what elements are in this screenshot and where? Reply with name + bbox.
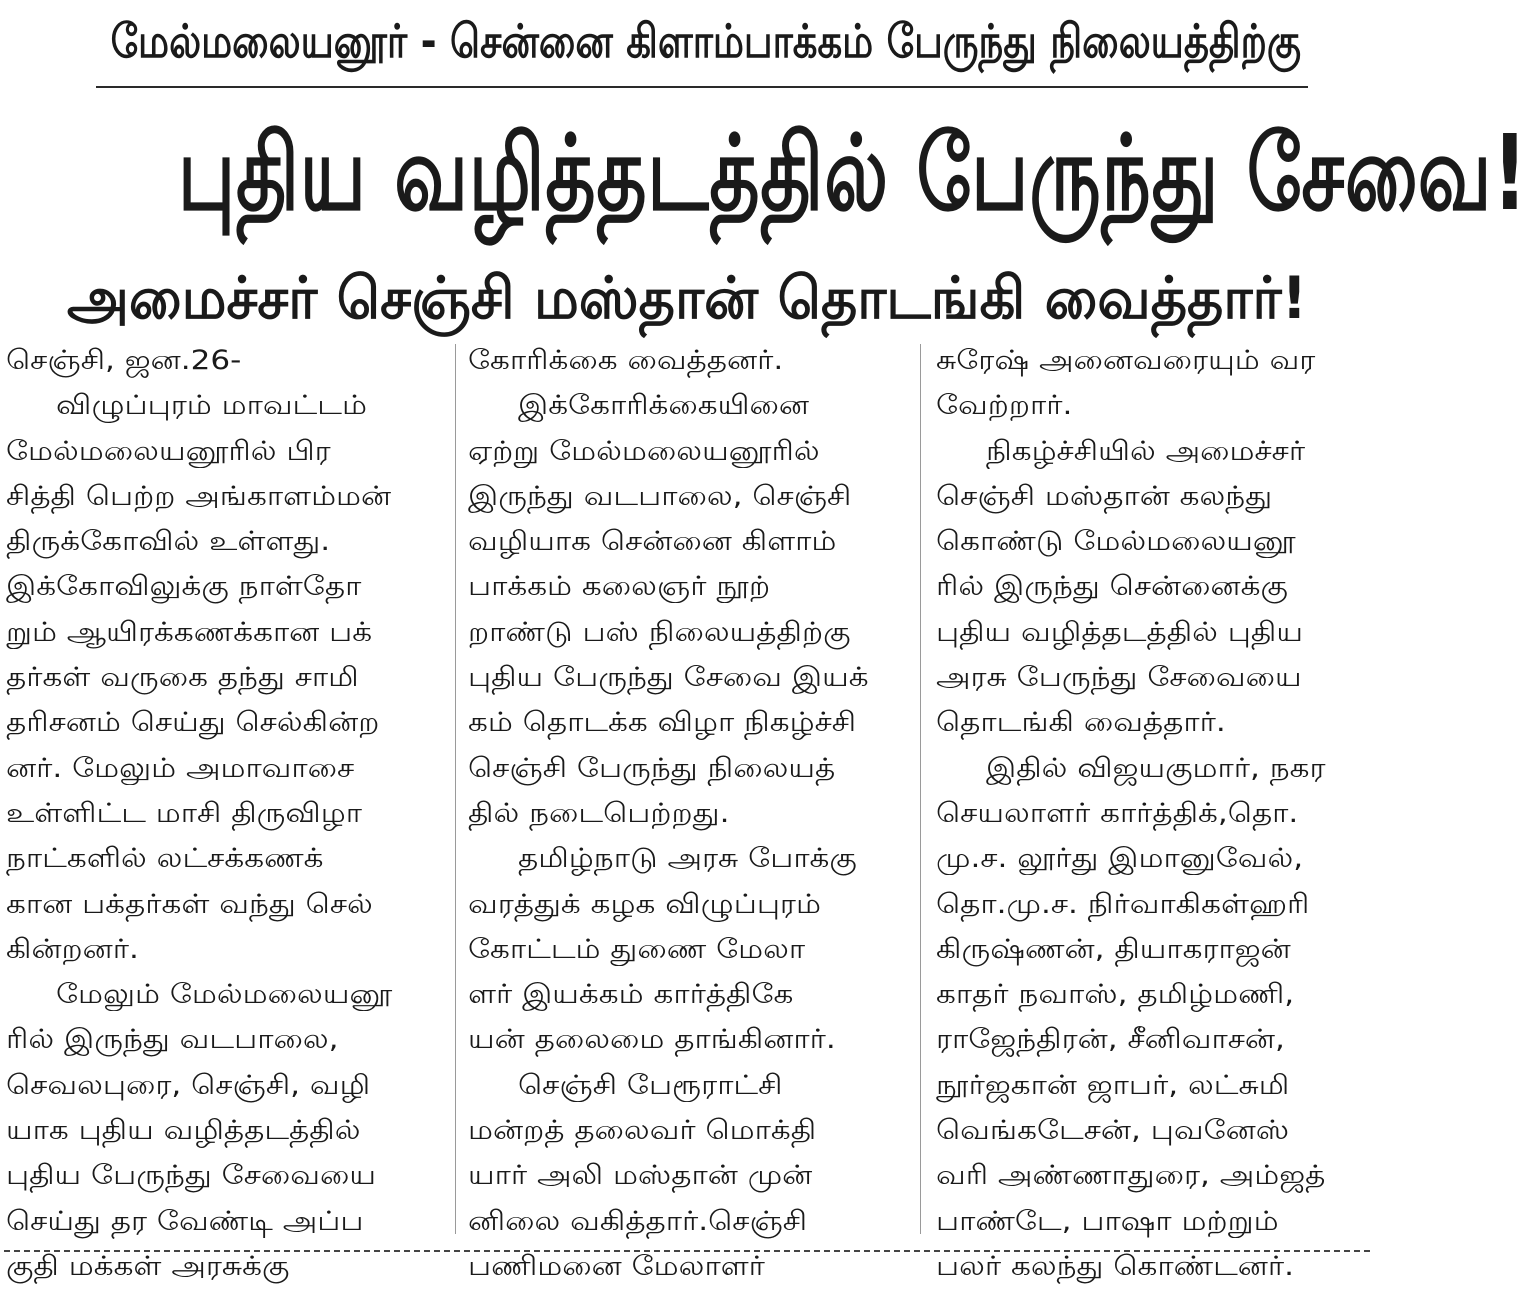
text-line: இருந்து வடபாலை, செஞ்சி — [468, 480, 852, 512]
article-column-2 — [468, 338, 904, 1282]
text-line: செஞ்சி மஸ்தான் கலந்து — [936, 480, 1273, 512]
article-body — [0, 338, 1374, 1282]
kicker-headline: மேல்மலையனூர் - சென்னை கிளாம்பாக்கம் பேருந்து நிலையத்திற்கு — [110, 14, 1301, 68]
text-line: புதிய பேருந்து சேவையை — [6, 1160, 377, 1192]
text-line: அரசு பேருந்து சேவையை — [936, 662, 1302, 694]
text-line: கொண்டு மேல்மலையனூ — [936, 526, 1296, 558]
text-line: கோரிக்கை வைத்தனர். — [468, 345, 784, 376]
text-line: பாண்டே, பாஷா மற்றும் — [936, 1205, 1279, 1237]
article-column-3 — [936, 338, 1368, 1282]
text-line: யார் அலி மஸ்தான் முன் — [468, 1160, 813, 1192]
subheadline: அமைச்சர் செஞ்சி மஸ்தான் தொடங்கி வைத்தார்! — [66, 264, 1308, 332]
text-line: தர்கள் வருகை தந்து சாமி — [6, 662, 359, 694]
text-line: வரி அண்ணாதுரை, அம்ஜத் — [936, 1160, 1326, 1192]
text-line: ளர் இயக்கம் கார்த்திகே — [468, 979, 794, 1011]
text-line: மேல்மலையனூரில் பிர — [6, 435, 331, 467]
text-line: செயலாளர் கார்த்திக்,தொ. — [936, 797, 1299, 829]
text-line: குதி மக்கள் அரசுக்கு — [6, 1250, 290, 1282]
text-line: விழுப்புரம் மாவட்டம் — [56, 390, 367, 422]
text-line: திருக்கோவில் உள்ளது. — [6, 526, 331, 558]
text-line: இதில் விஜயகுமார், நகர — [986, 752, 1326, 784]
text-line: கிருஷ்ணன், தியாகராஜன் — [936, 933, 1291, 965]
article-column-1 — [6, 338, 442, 1282]
text-line: வரத்துக் கழக விழுப்புரம் — [468, 888, 821, 920]
text-line: நாட்களில் லட்சக்கணக் — [6, 843, 324, 875]
column-divider — [920, 344, 921, 1234]
dateline: செஞ்சி, ஜன.26- — [6, 345, 242, 376]
text-line: ரில் இருந்து சென்னைக்கு — [936, 571, 1288, 603]
text-line: செவலபுரை, செஞ்சி, வழி — [6, 1069, 371, 1101]
text-line: செஞ்சி பேரூராட்சி — [518, 1069, 783, 1101]
text-line: காதர் நவாஸ், தமிழ்மணி, — [936, 979, 1295, 1011]
text-line: பலர் கலந்து கொண்டனர். — [936, 1250, 1295, 1282]
text-line: மேலும் மேல்மலையனூ — [56, 979, 393, 1011]
text-line: கம் தொடக்க விழா நிகழ்ச்சி — [468, 707, 857, 739]
text-line: றாண்டு பஸ் நிலையத்திற்கு — [468, 616, 851, 648]
text-line: னிலை வகித்தார்.செஞ்சி — [468, 1205, 808, 1237]
text-line: புதிய வழித்தடத்தில் புதிய — [936, 616, 1303, 648]
text-line: கான பக்தர்கள் வந்து செல் — [6, 888, 373, 920]
text-line: உள்ளிட்ட மாசி திருவிழா — [6, 797, 362, 829]
kicker-divider — [96, 86, 1308, 88]
column-divider — [455, 344, 456, 1234]
text-line: நிகழ்ச்சியில் அமைச்சர் — [986, 435, 1306, 467]
text-line: ஏற்று மேல்மலையனூரில் — [468, 435, 820, 467]
text-line: புதிய பேருந்து சேவை இயக் — [468, 662, 869, 694]
text-line: றும் ஆயிரக்கணக்கான பக் — [6, 616, 373, 648]
text-line: தமிழ்நாடு அரசு போக்கு — [518, 843, 857, 875]
text-line: இக்கோரிக்கையினை — [518, 390, 810, 422]
text-line: ரில் இருந்து வடபாலை, — [6, 1024, 339, 1056]
text-line: கின்றனர். — [6, 933, 139, 965]
text-line: ராஜேந்திரன், சீனிவாசன், — [936, 1024, 1285, 1056]
main-headline: புதிய வழித்தடத்தில் பேருந்து சேவை! — [177, 112, 1528, 234]
text-line: யாக புதிய வழித்தடத்தில் — [6, 1115, 361, 1147]
text-line: இக்கோவிலுக்கு நாள்தோ — [6, 571, 362, 603]
text-line: பணிமனை மேலாளர் — [468, 1250, 765, 1282]
text-line: தில் நடைபெற்றது. — [468, 797, 730, 829]
text-line: பாக்கம் கலைஞர் நூற் — [468, 571, 771, 603]
text-line: யன் தலைமை தாங்கினார். — [468, 1024, 836, 1056]
text-line: தொடங்கி வைத்தார். — [936, 707, 1226, 739]
text-line: தரிசனம் செய்து செல்கின்ற — [6, 707, 380, 739]
text-line: மன்றத் தலைவர் மொக்தி — [468, 1115, 817, 1147]
bottom-dashed-divider — [4, 1250, 1370, 1252]
text-line: வேற்றார். — [936, 390, 1073, 422]
text-line: சுரேஷ் அனைவரையும் வர — [936, 345, 1316, 376]
text-line: வெங்கடேசன், புவனேஸ் — [936, 1115, 1290, 1147]
text-line: செய்து தர வேண்டி அப்ப — [6, 1205, 364, 1237]
text-line: நூர்ஜகான் ஜாபர், லட்சுமி — [936, 1069, 1290, 1101]
text-line: கோட்டம் துணை மேலா — [468, 933, 806, 965]
text-line: வழியாக சென்னை கிளாம் — [468, 526, 837, 558]
text-line: னர். மேலும் அமாவாசை — [6, 752, 355, 784]
text-line: சித்தி பெற்ற அங்காளம்மன் — [6, 480, 392, 512]
text-line: தொ.மு.ச. நிர்வாகிகள்ஹரி — [936, 888, 1310, 920]
text-line: செஞ்சி பேருந்து நிலையத் — [468, 752, 836, 784]
text-line: மு.ச. லூர்து இமானுவேல், — [936, 843, 1304, 875]
